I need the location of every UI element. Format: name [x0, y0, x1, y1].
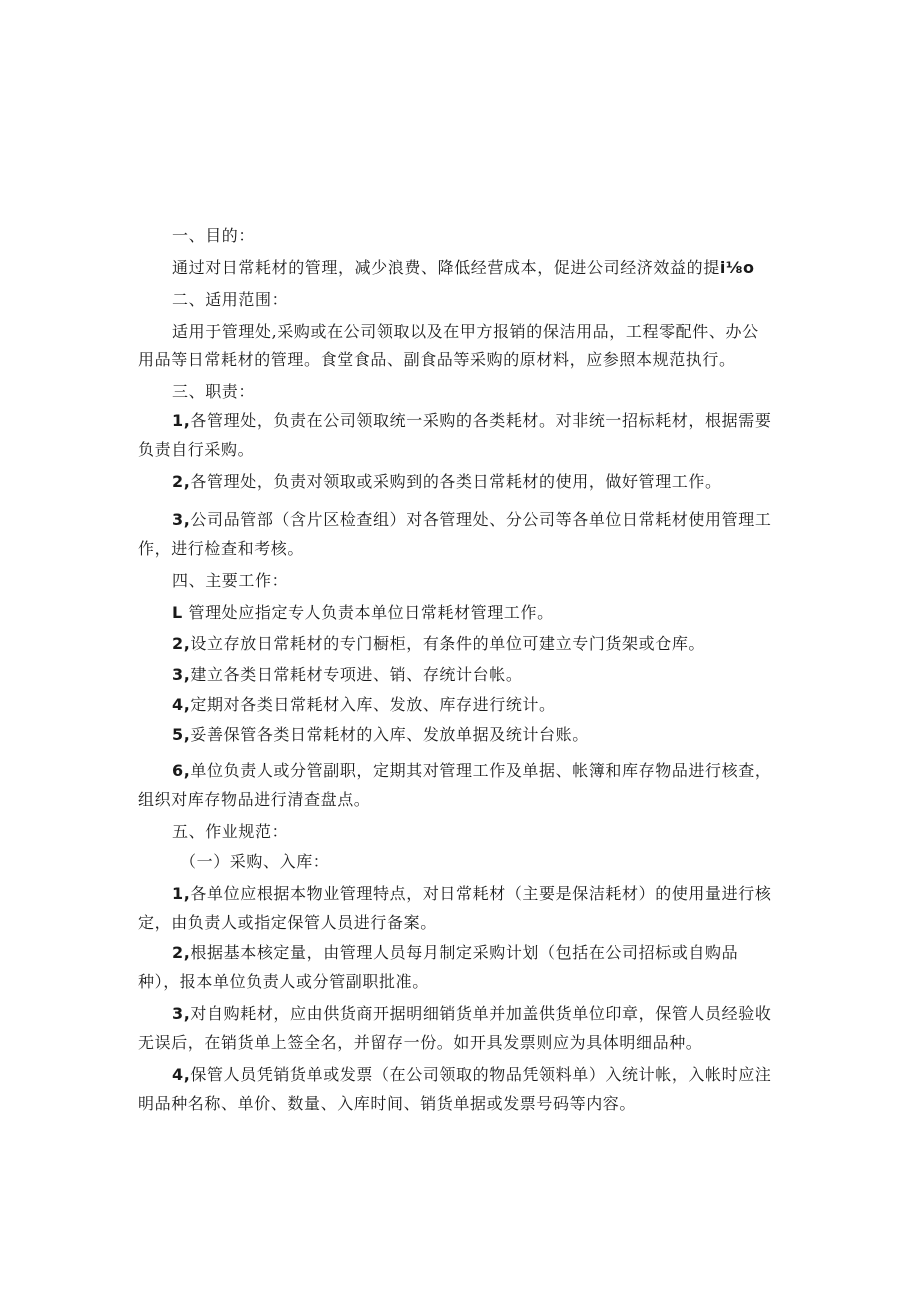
- item-number: 3,: [172, 1004, 191, 1023]
- work-item-1: [172, 603, 554, 623]
- norm-item-2-line-2: 种），报本单位负责人或分管副职批准。: [138, 972, 429, 991]
- item-text: 对自购耗材，应由供货商开据明细销货单并加盖供货单位印章，保管人员经验收: [190, 1004, 772, 1023]
- item-text: 公司品管部（含片区检查组）对各管理处、分公司等各单位日常耗材使用管理工: [190, 510, 772, 529]
- item-text: 妥善保管各类日常耗材的入库、发放单据及统计台账。: [190, 725, 589, 744]
- heading-scope: 二、适用范围：: [172, 290, 289, 309]
- item-text: 设立存放日常耗材的专门橱柜，有条件的单位可建立专门货架或仓库。: [190, 634, 706, 653]
- item-text: 管理处应指定专人负责本单位日常耗材管理工作。: [188, 603, 554, 622]
- item-number: 1,: [172, 411, 191, 430]
- subheading-purchase-storage: （一）采购、入库：: [180, 852, 330, 871]
- norm-item-4: [172, 1065, 771, 1085]
- work-item-4: [172, 695, 556, 715]
- item-number: 6,: [172, 761, 191, 780]
- work-item-5: [172, 725, 589, 745]
- paragraph-purpose-text: 通过对日常耗材的管理，减少浪费、降低经营成本，促进公司经济效益的提: [172, 258, 720, 277]
- heading-purpose: 一、目的：: [172, 226, 256, 245]
- paragraph-scope-line-2: 用品等日常耗材的管理。食堂食品、副食品等采购的原材料，应参照本规范执行。: [138, 350, 736, 369]
- item-text: 各管理处，负责在公司领取统一采购的各类耗材。对非统一招标耗材，根据需要: [190, 411, 772, 430]
- item-number: L: [172, 603, 183, 622]
- item-number: 4,: [172, 1065, 191, 1084]
- item-number: 3,: [172, 510, 191, 529]
- item-text: 保管人员凭销货单或发票（在公司领取的物品凭领料单）入统计帐，入帐时应注: [190, 1065, 772, 1084]
- norm-item-3-line-2: 无误后，在销货单上签全名，并留存一份。如开具发票则应为具体明细品种。: [138, 1033, 703, 1052]
- responsibility-item-3: [172, 510, 771, 530]
- heading-main-work: 四、主要工作：: [172, 571, 289, 590]
- responsibility-item-2: [172, 472, 722, 492]
- norm-item-1-line-2: 定，由负责人或指定保管人员进行备案。: [138, 913, 437, 932]
- norm-item-2: [172, 943, 738, 963]
- paragraph-purpose: [172, 258, 755, 278]
- norm-item-1: [172, 884, 771, 904]
- responsibility-item-3-line-2: 作，进行检查和考核。: [138, 539, 305, 558]
- norm-item-3: [172, 1004, 771, 1024]
- heading-responsibilities: 三、职责：: [172, 382, 256, 401]
- item-number: 2,: [172, 634, 191, 653]
- work-item-6-line-2: 组织对库存物品进行清查盘点。: [138, 790, 371, 809]
- work-item-3: [172, 665, 522, 685]
- paragraph-scope-line-1: 适用于管理处,采购或在公司领取以及在甲方报销的保洁用品，工程零配件、办公: [172, 322, 759, 341]
- item-text: 各管理处，负责对领取或采购到的各类日常耗材的使用，做好管理工作。: [190, 472, 722, 491]
- item-text: 建立各类日常耗材专项进、销、存统计台帐。: [190, 665, 523, 684]
- item-text: 定期对各类日常耗材入库、发放、库存进行统计。: [190, 695, 556, 714]
- item-text: 各单位应根据本物业管理特点，对日常耗材（主要是保洁耗材）的使用量进行核: [190, 884, 772, 903]
- heading-operating-norms: 五、作业规范：: [172, 822, 289, 841]
- responsibility-item-1-line-2: 负责自行采购。: [138, 440, 255, 459]
- item-text: 根据基本核定量，由管理人员每月制定采购计划（包括在公司招标或自购品: [190, 943, 739, 962]
- item-text: 单位负责人或分管副职，定期其对管理工作及单据、帐簿和库存物品进行核查，: [190, 761, 772, 780]
- item-number: 3,: [172, 665, 191, 684]
- item-number: 1,: [172, 884, 191, 903]
- item-number: 2,: [172, 943, 191, 962]
- norm-item-4-line-2: 明品种名称、单价、数量、入库时间、销货单据或发票号码等内容。: [138, 1094, 637, 1113]
- paragraph-purpose-tail: i⅛o: [719, 258, 755, 277]
- item-number: 2,: [172, 472, 191, 491]
- item-number: 4,: [172, 695, 191, 714]
- work-item-6: [172, 761, 771, 781]
- work-item-2: [172, 634, 705, 654]
- responsibility-item-1: [172, 411, 771, 431]
- item-number: 5,: [172, 725, 191, 744]
